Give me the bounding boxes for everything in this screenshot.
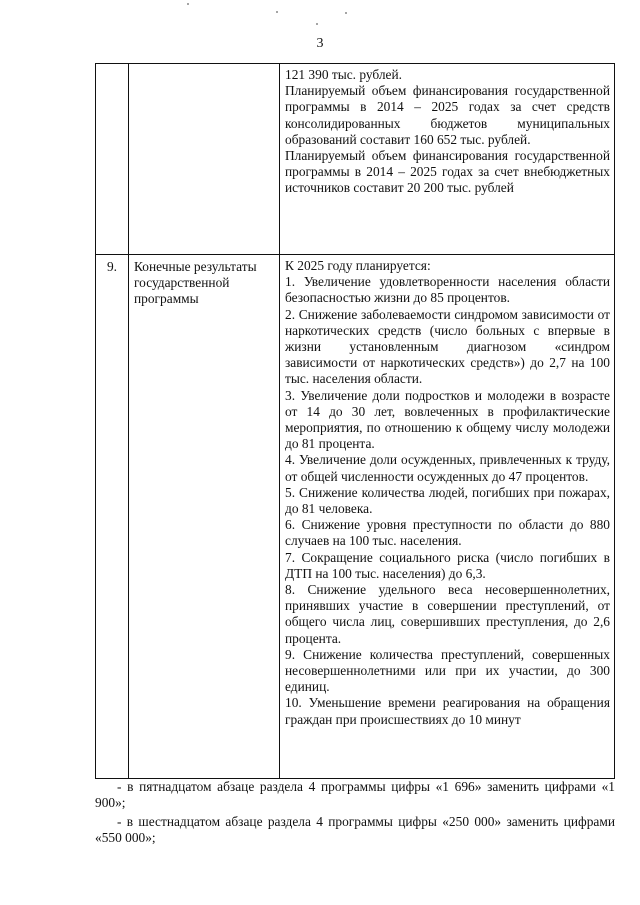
result-item: 4. Увеличение доли осужденных, привлеченных к труду, от общей численности осужденных до 47 процентов. xyxy=(285,452,610,484)
result-item: 2. Снижение заболеваемости синдромом зависимости от наркотических средств (число больных с впервые в жизни установленным диагнозом «синдром зависимости от наркотических средств») до 2,7 на 100 тыс. населения области. xyxy=(285,306,610,387)
financing-text: Планируемый объем финансирования государственной программы в 2014 – 2025 годах за счет внебюджетных источников составит 20 200 тыс. рублей xyxy=(285,148,610,196)
table-row xyxy=(96,64,615,255)
amendment-paragraph: - в пятнадцатом абзаце раздела 4 программы цифры «1 696» заменить цифрами «1 900»; xyxy=(95,779,615,811)
result-item: 7. Сокращение социального риска (число погибших в ДТП на 100 тыс. населения) до 6,3. xyxy=(285,549,610,581)
name-cell xyxy=(129,255,280,779)
content-cell xyxy=(280,255,615,779)
row-number: 9. xyxy=(106,259,118,274)
scan-speck xyxy=(276,11,278,13)
scan-speck xyxy=(187,3,189,5)
content-cell xyxy=(280,64,615,255)
financing-text: 121 390 тыс. рублей. xyxy=(285,67,403,82)
result-item: 5. Снижение количества людей, погибших при пожарах, до 81 человека. xyxy=(285,484,610,517)
table-row xyxy=(96,255,615,779)
number-cell xyxy=(96,255,129,779)
passport-table xyxy=(95,63,615,779)
page-number: 3 xyxy=(316,36,324,51)
row-name: Конечные результаты государственной программы xyxy=(134,259,257,307)
scan-speck xyxy=(316,23,318,25)
result-item: 3. Увеличение доли подростков и молодежи в возрасте от 14 до 30 лет, вовлеченных в профилактические мероприятия, по отношению к общему числу молодежи до 81 процента. xyxy=(285,387,610,452)
financing-text: Планируемый объем финансирования государственной программы в 2014 – 2025 годах за счет средств консолидированных бюджетов муниципальных образований составит 160 652 тыс. рублей. xyxy=(285,83,610,147)
results-intro: К 2025 году планируется: xyxy=(285,258,431,273)
name-cell xyxy=(129,64,280,255)
number-cell xyxy=(96,64,129,255)
result-item: 9. Снижение количества преступлений, совершенных несовершеннолетними или при их участии, до 300 единиц. xyxy=(285,646,610,695)
result-item: 6. Снижение уровня преступности по области до 880 случаев на 100 тыс. населения. xyxy=(285,517,610,549)
scan-speck xyxy=(345,12,347,14)
result-item: 10. Уменьшение времени реагирования на обращения граждан при происшествиях до 10 минут xyxy=(285,695,610,727)
amendment-paragraph: - в шестнадцатом абзаце раздела 4 программы цифры «250 000» заменить цифрами «550 000»; xyxy=(95,814,615,846)
result-item: 8. Снижение удельного веса несовершеннолетних, принявших участие в совершении преступлений, от общего числа лиц, совершивших преступления, до 2,6 процента. xyxy=(285,582,610,646)
result-item: 1. Увеличение удовлетворенности населения области безопасностью жизни до 85 процентов. xyxy=(285,274,610,306)
